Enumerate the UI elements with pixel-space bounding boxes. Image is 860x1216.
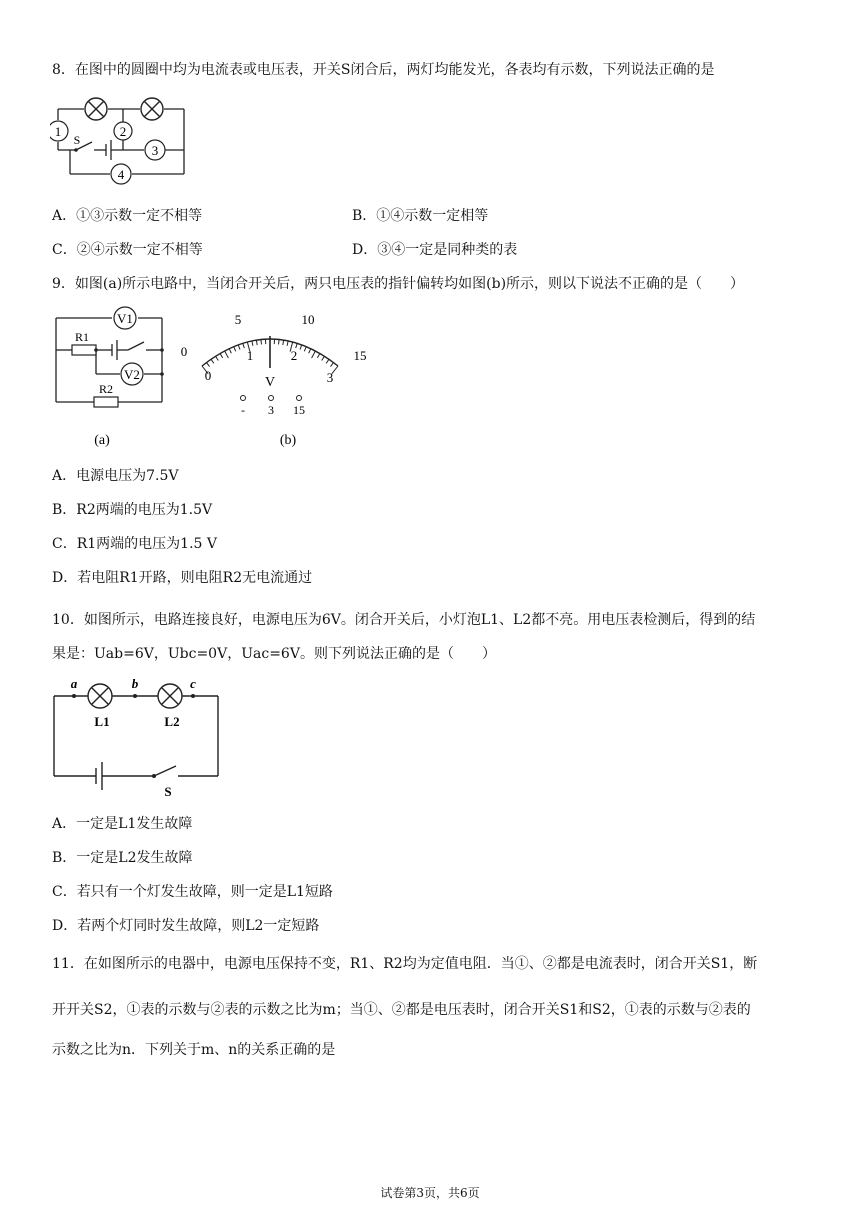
q8-option-d: D．③④一定是同种类的表	[352, 242, 518, 258]
q9-terminal-minus: -	[241, 403, 245, 417]
dial-tick	[216, 356, 219, 360]
q10-option-a: A．一定是L1发生故障	[52, 816, 193, 832]
q10-option-c: C．若只有一个灯发生故障，则一定是L1短路	[52, 884, 333, 900]
q8-meter-1-label: 1	[54, 124, 62, 139]
question-11-line-1: 11．在如图所示的电器中，电源电压保持不变，R1、R2均为定值电阻．当①、②都是电流表时，闭合开关S1，断	[52, 956, 758, 972]
q10-label-l2: L2	[164, 714, 180, 729]
q8-meter-4-label: 4	[117, 167, 125, 182]
q8-lamp-icon-1	[85, 98, 107, 120]
dial-tick	[234, 347, 236, 352]
q10-lamp-l1-icon	[88, 684, 112, 708]
q8-option-b: B．①④示数一定相等	[352, 208, 489, 224]
q9-inner-tick-2: 2	[290, 348, 298, 363]
q9-option-b: B．R2两端的电压为1.5V	[52, 502, 213, 518]
q10-point-a: a	[70, 676, 78, 691]
q10-label-switch: S	[164, 784, 172, 799]
q10-circuit-diagram	[50, 674, 230, 802]
dial-tick	[317, 354, 320, 358]
dial-tick	[256, 340, 257, 345]
q9-terminal-3: 3	[268, 403, 274, 417]
question-8-text: 8．在图中的圆圈中均为电流表或电压表，开关S闭合后，两灯均能发光，各表均有示数，下列说法正确的是	[52, 62, 715, 78]
dial-tick	[220, 354, 223, 358]
dial-tick	[243, 343, 245, 348]
dial-tick	[300, 345, 302, 350]
dial-tick	[207, 363, 210, 367]
dial-tick	[211, 359, 214, 363]
q10-label-l1: L1	[94, 714, 110, 729]
dial-tick	[330, 363, 333, 367]
dial-tick	[283, 340, 284, 345]
q8-switch-label: S	[73, 133, 81, 147]
page-footer: 试卷第3页，共6页	[380, 1186, 480, 1200]
q9-v1-label: V1	[117, 311, 133, 326]
q9-caption-b: (b)	[279, 433, 297, 448]
q9-outer-tick-10: 10	[301, 312, 315, 327]
question-11-line-3: 示数之比为n．下列关于m、n的关系正确的是	[52, 1042, 336, 1058]
dial-tick	[287, 341, 288, 346]
q9-inner-tick-1: 1	[246, 348, 254, 363]
q9-r2-label: R2	[98, 382, 114, 396]
question-10-line-2: 果是：Uab=6V，Ubc=0V，Uac=6V。则下列说法正确的是（ ）	[52, 646, 496, 662]
dial-tick	[322, 356, 325, 360]
dial-tick	[312, 351, 316, 358]
q10-point-b: b	[131, 676, 139, 691]
q8-option-a: A．①③示数一定不相等	[52, 208, 203, 224]
dial-tick	[225, 351, 229, 358]
q9-option-c: C．R1两端的电压为1.5 V	[52, 536, 217, 552]
dial-tick	[229, 349, 231, 354]
q10-lamp-l2-icon	[158, 684, 182, 708]
q10-option-d: D．若两个灯同时发生故障，则L2一定短路	[52, 918, 320, 934]
dial-tick	[279, 339, 280, 344]
q10-option-b: B．一定是L2发生故障	[52, 850, 193, 866]
q8-option-c: C．②④示数一定不相等	[52, 242, 203, 258]
q8-meter-3-label: 3	[151, 143, 159, 158]
q9-outer-tick-15: 15	[353, 348, 367, 363]
q8-meter-2-label: 2	[119, 124, 127, 139]
q9-outer-tick-0: 0	[180, 344, 188, 359]
q9-v2-label: V2	[124, 367, 140, 382]
dial-tick	[304, 347, 306, 352]
dial-tick	[326, 359, 329, 363]
q10-point-c: c	[190, 676, 196, 691]
q9-unit-label: V	[264, 375, 276, 390]
dial-tick	[309, 349, 311, 354]
q9-outer-tick-5: 5	[234, 312, 242, 327]
q9-inner-tick-0: 0	[204, 368, 212, 383]
q8-circuit-diagram	[50, 92, 200, 188]
q9-option-d: D．若电阻R1开路，则电阻R2无电流通过	[52, 570, 313, 586]
q8-lamp-icon-2	[141, 98, 163, 120]
question-11-line-2: 开开关S2，①表的示数与②表的示数之比为m；当①、②都是电压表时，闭合开关S1和S2，①表的示数与②表的	[52, 1002, 751, 1018]
q9-figure-b-voltmeter-dial	[172, 304, 372, 452]
q9-terminal-15: 15	[293, 403, 305, 417]
q9-option-a: A．电源电压为7.5V	[52, 468, 179, 484]
question-9-text: 9．如图(a)所示电路中，当闭合开关后，两只电压表的指针偏转均如图(b)所示，则以下说法不正确的是（ ）	[52, 276, 745, 292]
dial-tick	[252, 341, 253, 346]
q9-figure-a-circuit	[50, 304, 170, 452]
q9-caption-a: (a)	[94, 433, 110, 448]
q9-inner-tick-3: 3	[326, 370, 334, 385]
dial-tick	[238, 345, 240, 350]
dial-tick	[261, 339, 262, 344]
question-10-line-1: 10．如图所示，电路连接良好，电源电压为6V。闭合开关后，小灯泡L1、L2都不亮。用电压表检测后，得到的结	[52, 612, 756, 628]
q9-r1-label: R1	[74, 330, 90, 344]
